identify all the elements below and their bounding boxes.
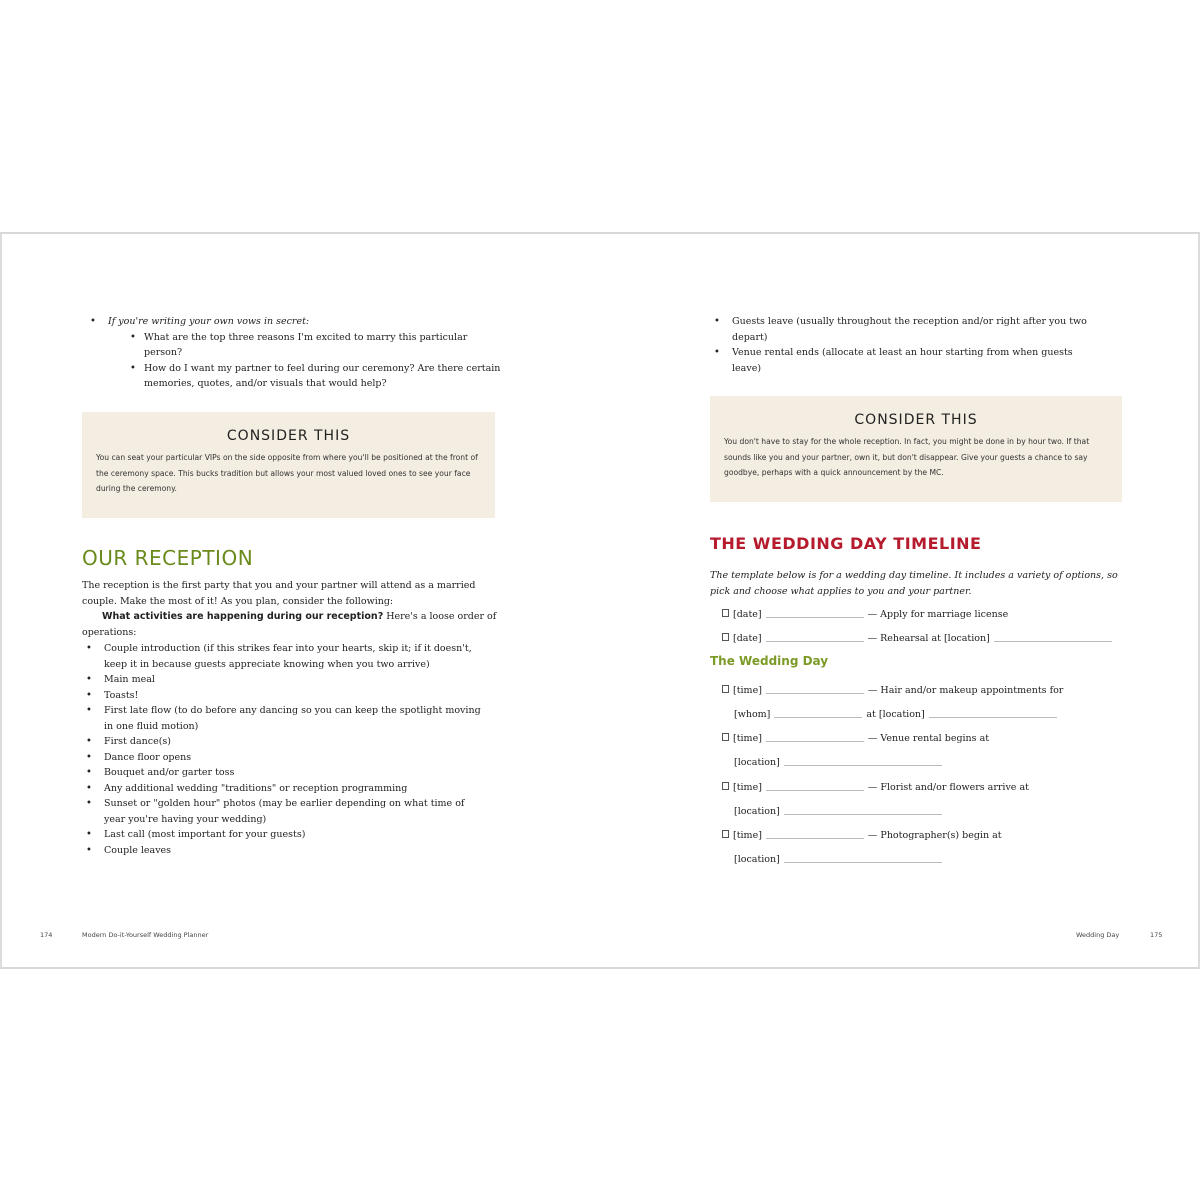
bullet-text: Venue rental ends (allocate at least an hour starting from when guests leave) [732,347,1073,374]
slot-label: [time] [733,733,762,744]
list-item [710,345,1090,376]
timeline-row-continued [734,801,946,817]
page-number-right: 175 [1150,931,1163,939]
bullet-text: Last call (most important for your guests) [104,829,306,840]
slot-label: [date] [733,633,762,644]
consider-text: You don't have to stay for the whole reception. In fact, you might be done in by hour two. If that sounds like you and your partner, own it, but don't disappear. Give your guests a chance to say goodbye, perhaps with a quick announcement by the MC. [724,437,1090,477]
blank-line[interactable] [766,608,864,618]
list-item [82,688,487,704]
timeline-row [722,628,1116,644]
event-label: — Rehearsal at [location] [867,633,990,644]
list-item [82,734,487,750]
timeline-template [710,604,1122,884]
timeline-row-continued [734,704,1061,720]
list-item [126,361,506,392]
list-item [82,750,487,766]
bullet-text: If you're writing your own vows in secret: [108,316,310,327]
blank-line[interactable] [766,732,864,742]
blank-line[interactable] [774,708,862,718]
reception-title: OUR RECEPTION [82,546,254,570]
bullet-text: What are the top three reasons I'm excited to marry this particular person? [144,331,468,358]
blank-line[interactable] [784,756,942,766]
bullet-text: Main meal [104,674,155,685]
reception-activities-list [82,641,487,858]
blank-line[interactable] [766,684,864,694]
book-spread [0,232,1200,969]
bullet-text: How do I want my partner to feel during our ceremony? Are there certain memories, quotes, and/or visuals that would help? [144,362,501,389]
timeline-row [722,728,989,744]
departure-bullets [710,314,1090,376]
list-item [82,781,487,797]
event-label: — Florist and/or flowers arrive at [867,782,1029,793]
blank-line[interactable] [784,853,942,863]
bullet-text: Guests leave (usually throughout the reception and/or right after you two depart) [732,316,1087,343]
bullet-text: Toasts! [104,689,139,701]
list-item [710,314,1090,345]
bullet-text: Sunset or "golden hour" photos (may be earlier depending on what time of year you're having your wedding) [104,798,465,825]
question-text: What activities are happening during our reception? [102,611,384,622]
timeline-intro: The template below is for a wedding day timeline. It includes a variety of options, so pick and choose what applies to you and your partner. [710,570,1118,597]
section-footer: Wedding Day [1076,931,1120,939]
list-item [86,314,506,392]
consider-this-box [82,412,495,518]
slot-label: [time] [733,830,762,841]
location-label: at [location] [866,709,925,720]
checkbox[interactable] [722,782,729,790]
slot-label: [time] [733,685,762,696]
bullet-text: First dance(s) [104,736,171,747]
list-item [82,827,487,843]
list-item [82,796,487,827]
event-label: — Venue rental begins at [867,733,990,744]
reception-intro [82,578,497,640]
list-item [82,672,487,688]
blank-line[interactable] [994,632,1112,642]
list-item [82,641,487,672]
timeline-row [722,777,1029,793]
slot-label: [location] [734,854,780,865]
slot-label: [location] [734,757,780,768]
slot-label: [whom] [734,709,771,720]
wedding-day-subhead: The Wedding Day [710,654,829,668]
left-page [2,234,602,967]
bullet-text: First late flow (to do before any dancing so you can keep the spotlight moving in one fluid motion) [104,705,481,732]
bullet-text: Couple leaves [104,844,172,856]
bullet-text: Couple introduction (if this strikes fear into your hearts, skip it; if it doesn't, keep it in because guests appreciate knowing when you two arrive) [104,643,472,670]
consider-title: CONSIDER THIS [854,412,978,428]
slot-label: [time] [733,782,762,793]
timeline-row [722,825,1002,841]
intro-paragraph: The reception is the first party that you and your partner will attend as a married couple. Make the most of it! As you plan, consider the following: [82,580,476,607]
consider-this-box [710,396,1122,502]
checkbox[interactable] [722,685,729,693]
consider-text: You can seat your particular VIPs on the side opposite from where you'll be positioned at the front of the ceremony space. This bucks tradition but allows your most valued loved ones to see your face during the ceremony. [96,453,478,493]
list-item [126,330,506,361]
bullet-text: Bouquet and/or garter toss [104,767,235,778]
list-item [82,765,487,781]
vows-bullets [86,314,506,392]
bullet-text: Any additional wedding "traditions" or reception programming [104,782,408,794]
blank-line[interactable] [766,781,864,791]
right-page [602,234,1200,967]
checkbox[interactable] [722,830,729,838]
event-label: — Photographer(s) begin at [867,830,1002,841]
slot-label: [date] [733,609,762,620]
blank-line[interactable] [929,708,1057,718]
event-label: — Apply for marriage license [867,609,1009,620]
timeline-row [722,680,1063,696]
question-follow: Here's a loose order of operations: [82,611,497,638]
timeline-row-continued [734,849,946,865]
book-title-footer: Modern Do-it-Yourself Wedding Planner [82,931,209,939]
blank-line[interactable] [784,805,942,815]
question-paragraph [82,609,497,640]
blank-line[interactable] [766,632,864,642]
bullet-text: Dance floor opens [104,751,192,763]
slot-label: [location] [734,806,780,817]
list-item [82,703,487,734]
checkbox[interactable] [722,733,729,741]
checkbox[interactable] [722,609,729,617]
timeline-title: THE WEDDING DAY TIMELINE [710,534,982,553]
timeline-row [722,604,1008,620]
blank-line[interactable] [766,829,864,839]
consider-title: CONSIDER THIS [226,428,351,444]
page-number-left: 174 [40,931,53,939]
checkbox[interactable] [722,633,729,641]
timeline-row-continued [734,752,946,768]
event-label: — Hair and/or makeup appointments for [867,685,1064,696]
list-item [82,843,487,859]
